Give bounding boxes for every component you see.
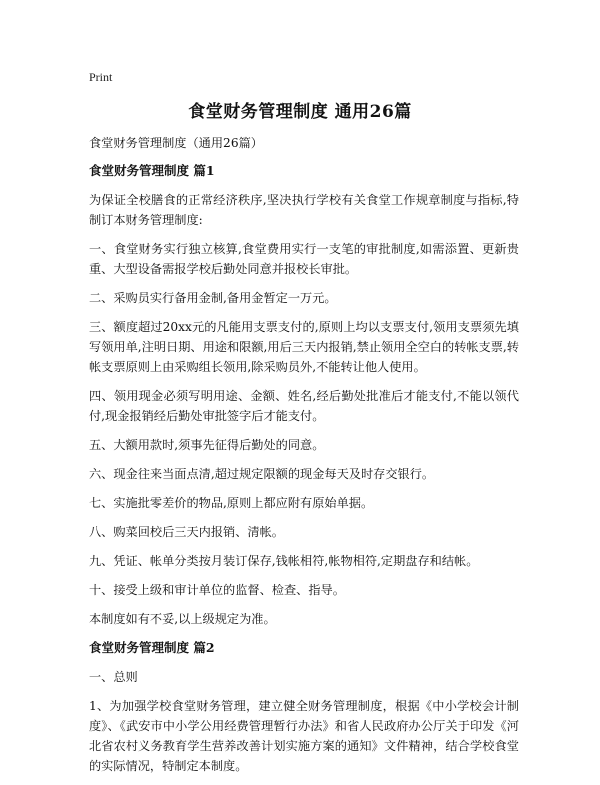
- paragraph: 一、总则: [89, 670, 138, 684]
- paragraph: 一、食堂财务实行独立核算,食堂费用实行一支笔的审批制度,如需添置、更新贵重、大型设备需报学校后勤处同意并报校长审批。: [89, 242, 519, 276]
- paragraph: 八、购菜回校后三天内报销、清帐。: [89, 525, 284, 539]
- page-title: 食堂财务管理制度 通用26篇: [188, 102, 412, 122]
- paragraph: 七、实施批零差价的物品,原则上都应附有原始单据。: [89, 496, 374, 510]
- paragraph: 五、大额用款时,须事先征得后勤处的同意。: [89, 438, 325, 452]
- paragraph: 三、额度超过20xx元的凡能用支票支付的,原则上均以支票支付,领用支票须先填写领用单,注明日期、用途和限额,用后三天内报销,禁止领用全空白的转帐支票,转帐支票原则上由采购组长领用,除采购员外,不能转让他人使用。: [89, 320, 519, 374]
- paragraph: 为保证全校膳食的正常经济秩序,坚决执行学校有关食堂工作规章制度与指标,特制订本财务管理制度:: [89, 193, 519, 227]
- paragraph: 四、领用现金必须写明用途、金额、姓名,经后勤处批准后才能支付,不能以领代付,现金报销经后勤处审批签字后才能支付。: [89, 389, 519, 423]
- document-subtitle: 食堂财务管理制度（通用26篇）: [89, 136, 263, 150]
- section-heading-2: 食堂财务管理制度 篇2: [89, 640, 215, 655]
- section-heading-1: 食堂财务管理制度 篇1: [89, 163, 215, 178]
- print-label: Print: [89, 70, 113, 84]
- paragraph: 九、凭证、帐单分类按月装订保存,钱帐相符,帐物相符,定期盘存和结帐。: [89, 554, 479, 568]
- paragraph: 二、采购员实行备用金制,备用金暂定一万元。: [89, 291, 337, 305]
- paragraph: 六、现金往来当面点清,超过规定限额的现金每天及时存交银行。: [89, 467, 435, 481]
- paragraph: 本制度如有不妥,以上级规定为准。: [89, 612, 276, 626]
- document-body: [89, 133, 519, 785]
- paragraph: 1、为加强学校食堂财务管理，建立健全财务管理制度，根据《中小学校会计制度》、《武安市中小学公用经费管理暂行办法》和省人民政府办公厅关于印发《河北省农村义务教育学生营养改善计划实施方案的通知》文件精神，结合学校食堂的实际情况，特制定本制度。: [89, 699, 519, 773]
- paragraph: 十、接受上级和审计单位的监督、检查、指导。: [89, 583, 345, 597]
